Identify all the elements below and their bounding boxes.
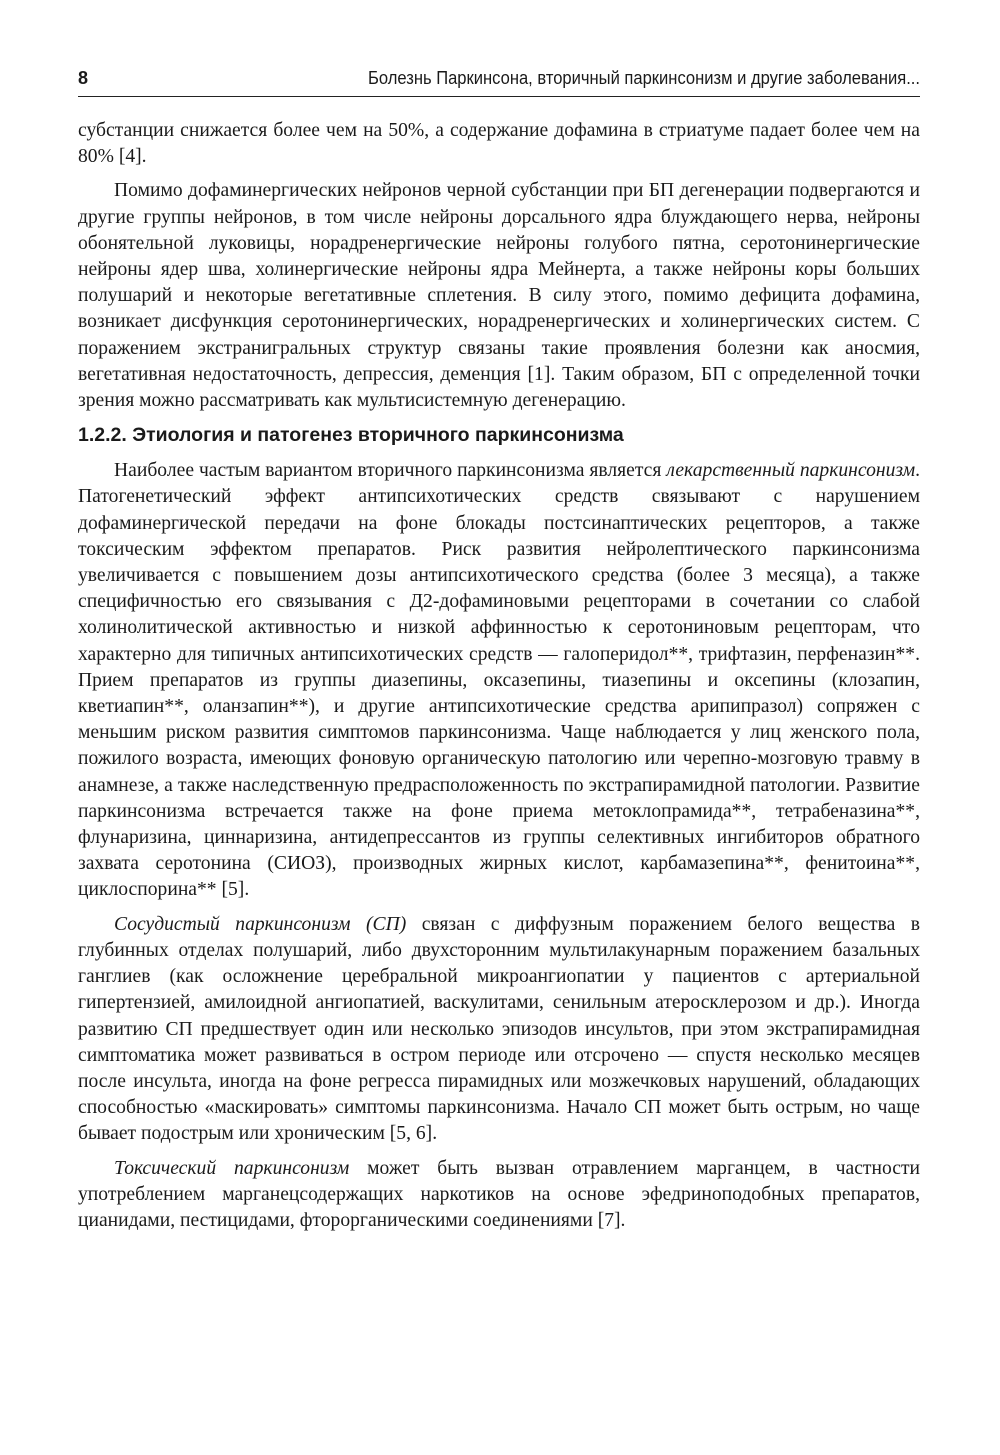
paragraph-continuation: субстанции снижается более чем на 50%, а содержание дофамина в стриатуме падает более чем на 80% [4]. (78, 120, 920, 168)
term-drug-parkinsonism: лекарственный паркинсонизм (666, 460, 916, 482)
page-body (78, 118, 920, 1242)
page-number: 8 (78, 68, 89, 88)
paragraph-drug-induced (78, 458, 920, 903)
section-heading: 1.2.2. Этиология и патогенез вторичного паркинсонизма (78, 424, 624, 447)
paragraph-body: связан с диффузным поражением белого вещества в глубинных отделах полушарий, либо двухсторонним мультилакунарным поражением базальных ганглиев (как осложнение церебральной микроангиопатии у пациентов с артериальной гипертензией, амилоидной ангиопатией, васкулитами, сенильным атеросклерозом и др.). Иногда развитию СП предшествует один или несколько эпизодов инсультов, при этом экстрапирамидная симптоматика может развиваться в остром периоде или отсрочено — спустя несколько месяцев после инсульта, иногда на фоне регресса пирамидных или мозжечковых нарушений, обладающих способностью «маскировать» симптомы паркинсонизма. Начало СП может быть острым, но чаще бывает подострым или хроническим [5, 6]. (78, 913, 920, 1145)
paragraph-toxic (78, 1156, 920, 1235)
paragraph-body: может быть вызван отравлением марганцем, в частности употреблением марганецсодержащих наркотиков на основе эфедриноподобных препаратов, цианидами, пестицидами, фторорганическими соединениями [7]. (78, 1157, 921, 1231)
running-title: Болезнь Паркинсона, вторичный паркинсонизм и другие заболевания... (367, 68, 920, 88)
page-header (78, 66, 920, 97)
paragraph-vascular (78, 912, 920, 1148)
paragraph-lead: Наиболее частым вариантом вторичного паркинсонизма является (114, 460, 667, 482)
paragraph-body: . Патогенетический эффект антипсихотических средств связывают с нарушением дофаминергической передачи на фоне блокады постсинаптических рецепторов, а также токсическим эффектом препаратов. Риск развития нейролептического паркинсонизма увеличивается с повышением дозы антипсихотического средства (более 3 месяца), а также специфичностью его связывания с Д2-дофаминовыми рецепторами в сочетании со слабой холинолитической активностью и низкой аффинностью к серотониновым рецепторам, что характерно для типичных антипсихотических средств — галоперидол**, трифтазин, перфеназин**. Прием препаратов из группы диазепины, оксазепины, тиазепины и оксепины (клозапин, кветиапин**, оланзапин**), и другие антипсихотические средства арипипразол) сопряжен с меньшим риском развития симптомов паркинсонизма. Чаще наблюдается у лиц женского пола, пожилого возраста, имеющих фоновую органическую патологию или черепно-мозговую травму в анамнезе, а также наследственную предрасположенность по экстрапирамидной патологии. Развитие паркинсонизма встречается также на фоне приема метоклопрамида**, тетрабеназина**, флунаризина, циннаризина, антидепрессантов из группы селективных ингибиторов обратного захвата серотонина (СИОЗ), производных жирных кислот, карбамазепина**, фенитоина**, циклоспорина** [5]. (78, 460, 920, 901)
term-toxic-parkinsonism: Токсический паркинсонизм (114, 1157, 350, 1179)
paragraph-neuron-degeneration: Помимо дофаминергических нейронов черной субстанции при БП дегенерации подвергаются и другие группы нейронов, в том числе нейроны дорсального ядра блуждающего нерва, нейроны обонятельной луковицы, норадренергические нейроны голубого пятна, серотонинергические нейроны ядер шва, холинергические нейроны ядра Мейнерта, а также нейроны коры больших полушарий и некоторые вегетативные сплетения. В силу этого, помимо дефицита дофамина, возникает дисфункция серотонинергических, норадренергических и холинергических систем. С поражением экстранигральных структур связаны такие проявления болезни как аносмия, вегетативная недостаточность, депрессия, деменция [1]. Таким образом, БП с определенной точки зрения можно рассматривать как мультисистемную дегенерацию. (78, 180, 920, 412)
term-vascular-parkinsonism: Сосудистый паркинсонизм (СП) (114, 913, 407, 935)
